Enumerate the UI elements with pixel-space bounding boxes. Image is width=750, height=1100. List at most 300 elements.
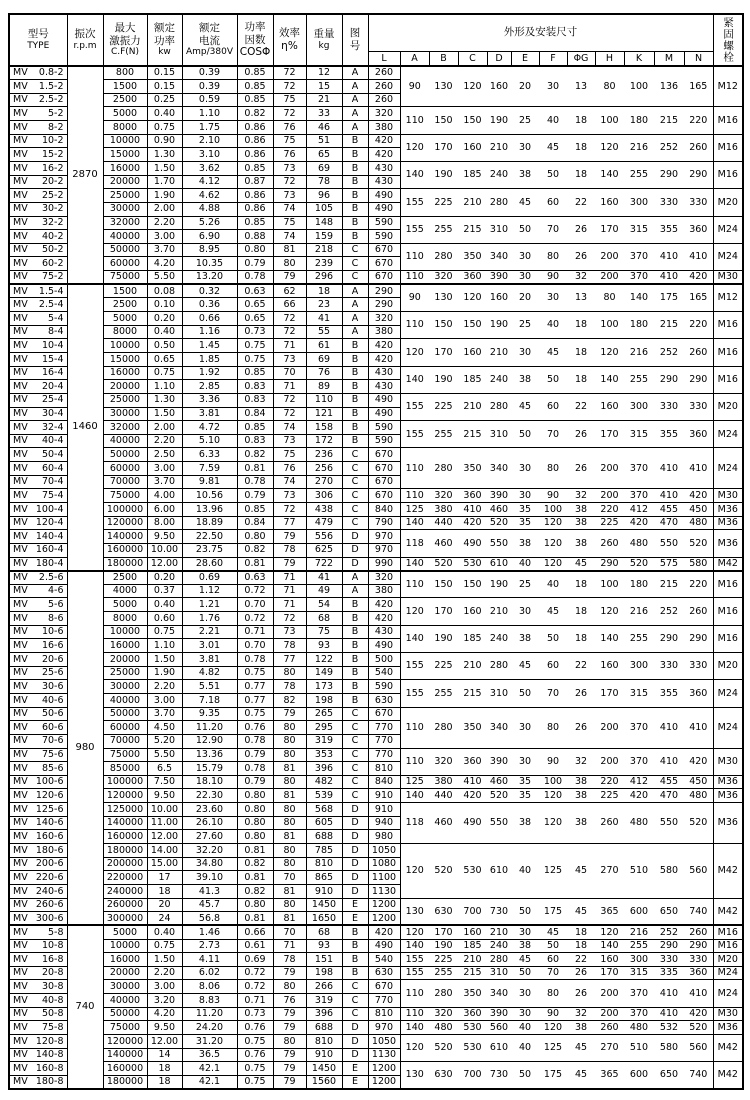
amp-cell: 39.10 [182, 871, 237, 885]
dim-cell: 216 [624, 134, 654, 161]
dim-cell: 200 [595, 748, 624, 775]
model-cell: MV 30-4 [9, 407, 67, 421]
L-cell: 1130 [368, 884, 400, 898]
dim-cell: 130 [429, 66, 458, 107]
kw-cell: 0.25 [147, 93, 182, 107]
L-cell: 420 [368, 134, 400, 148]
model-cell: MV 10-2 [9, 134, 67, 148]
dim-cell: 580 [654, 844, 684, 899]
kw-cell: 0.40 [147, 325, 182, 339]
eta-cell: 80 [273, 816, 306, 830]
model-cell: MV 60-6 [9, 721, 67, 735]
dim-cell: 90 [539, 748, 567, 775]
dim-cell: 60 [539, 953, 567, 967]
model-cell: MV 40-2 [9, 230, 67, 244]
L-cell: 590 [368, 434, 400, 448]
dim-cell: 215 [458, 966, 487, 980]
cos-cell: 0.80 [237, 816, 273, 830]
model-cell: MV 5-8 [9, 925, 67, 939]
cos-cell: 0.81 [237, 557, 273, 571]
dim-cell: 120 [595, 925, 624, 939]
dim-cell: 210 [458, 653, 487, 680]
L-cell: 290 [368, 284, 400, 298]
dim-cell: 130 [400, 898, 429, 925]
eta-cell: 75 [273, 216, 306, 230]
cos-cell: 0.80 [237, 530, 273, 544]
cos-cell: 0.83 [237, 434, 273, 448]
dim-cell: 32 [567, 271, 595, 285]
kg-cell: 265 [306, 707, 342, 721]
header-cos: 功率 因数 COSΦ [237, 14, 273, 66]
cf-cell: 140000 [103, 1048, 147, 1062]
L-cell: 670 [368, 707, 400, 721]
L-cell: 290 [368, 298, 400, 312]
eta-cell: 81 [273, 830, 306, 844]
dim-cell: 118 [400, 530, 429, 557]
dim-cell: 330 [654, 189, 684, 216]
amp-cell: 1.45 [182, 339, 237, 353]
bolt-cell: M24 [713, 243, 743, 270]
kw-cell: 0.90 [147, 134, 182, 148]
model-cell: MV 15-4 [9, 352, 67, 366]
cf-cell: 30000 [103, 407, 147, 421]
kw-cell: 5.20 [147, 734, 182, 748]
bolt-cell: M24 [713, 421, 743, 448]
fig-cell: D [342, 830, 368, 844]
cf-cell: 180000 [103, 557, 147, 571]
dim-cell: 38 [567, 1021, 595, 1035]
dim-cell: 260 [684, 339, 713, 366]
cf-cell: 120000 [103, 789, 147, 803]
fig-cell: D [342, 1048, 368, 1062]
table-row [9, 1021, 743, 1035]
L-cell: 770 [368, 734, 400, 748]
kw-cell: 3.70 [147, 243, 182, 257]
kw-cell: 2.20 [147, 680, 182, 694]
dim-cell: 200 [595, 1007, 624, 1021]
dim-cell: 252 [654, 134, 684, 161]
kw-cell: 0.75 [147, 939, 182, 953]
kw-cell: 10.00 [147, 543, 182, 557]
dim-cell: 225 [429, 189, 458, 216]
amp-cell: 18.10 [182, 775, 237, 789]
dim-cell: 410 [654, 489, 684, 503]
fig-cell: B [342, 612, 368, 626]
model-cell: MV 140-4 [9, 530, 67, 544]
table-row [9, 66, 743, 80]
kw-cell: 2.00 [147, 202, 182, 216]
dim-cell: 225 [429, 953, 458, 967]
cf-cell: 30000 [103, 680, 147, 694]
dim-cell: 160 [487, 66, 511, 107]
fig-cell: D [342, 816, 368, 830]
kw-cell: 3.00 [147, 230, 182, 244]
dim-cell: 30 [539, 284, 567, 311]
kg-cell: 722 [306, 557, 342, 571]
L-cell: 1130 [368, 1048, 400, 1062]
table-row [9, 980, 743, 994]
dim-cell: 280 [429, 707, 458, 748]
eta-cell: 71 [273, 339, 306, 353]
dim-cell: 216 [624, 925, 654, 939]
dim-cell: 18 [567, 366, 595, 393]
L-cell: 380 [368, 584, 400, 598]
dim-cell: 290 [684, 366, 713, 393]
fig-cell: B [342, 421, 368, 435]
dim-cell: 460 [487, 775, 511, 789]
model-cell: MV 260-6 [9, 898, 67, 912]
dim-cell: 38 [567, 803, 595, 844]
table-row [9, 803, 743, 817]
model-cell: MV 75-8 [9, 1021, 67, 1035]
L-cell: 490 [368, 639, 400, 653]
eta-cell: 79 [273, 557, 306, 571]
cf-cell: 8000 [103, 121, 147, 135]
fig-cell: D [342, 857, 368, 871]
dim-cell: 26 [567, 448, 595, 489]
header-current: 额定 电流 Amp/380V [182, 14, 237, 66]
model-cell: MV 50-2 [9, 243, 67, 257]
fig-cell: D [342, 543, 368, 557]
dim-cell: 370 [624, 271, 654, 285]
dim-cell: 410 [684, 707, 713, 748]
eta-cell: 74 [273, 230, 306, 244]
dim-cell: 45 [567, 898, 595, 925]
kg-cell: 21 [306, 93, 342, 107]
cos-cell: 0.72 [237, 980, 273, 994]
dim-cell: 255 [624, 939, 654, 953]
eta-cell: 81 [273, 884, 306, 898]
fig-cell: D [342, 844, 368, 858]
dim-cell: 216 [624, 598, 654, 625]
cos-cell: 0.80 [237, 243, 273, 257]
cf-cell: 20000 [103, 653, 147, 667]
amp-cell: 0.59 [182, 93, 237, 107]
cf-cell: 120000 [103, 1034, 147, 1048]
kg-cell: 295 [306, 721, 342, 735]
dim-cell: 330 [654, 953, 684, 967]
dim-cell: 360 [458, 489, 487, 503]
amp-cell: 23.75 [182, 543, 237, 557]
dim-cell: 60 [539, 189, 567, 216]
cf-cell: 120000 [103, 516, 147, 530]
dim-cell: 32 [567, 489, 595, 503]
dim-cell: 30 [511, 1007, 539, 1021]
model-cell: MV 20-2 [9, 175, 67, 189]
dim-cell: 13 [567, 284, 595, 311]
dim-cell: 240 [487, 625, 511, 652]
eta-cell: 80 [273, 1034, 306, 1048]
dim-cell: 140 [400, 161, 429, 188]
fig-cell: C [342, 1007, 368, 1021]
dim-cell: 155 [400, 653, 429, 680]
dim-cell: 520 [487, 516, 511, 530]
eta-cell: 76 [273, 121, 306, 135]
eta-cell: 72 [273, 80, 306, 94]
kg-cell: 1450 [306, 1062, 342, 1076]
dim-cell: 420 [458, 516, 487, 530]
fig-cell: D [342, 871, 368, 885]
dim-cell: 420 [684, 271, 713, 285]
model-cell: MV 40-8 [9, 994, 67, 1008]
model-cell: MV 16-4 [9, 366, 67, 380]
fig-cell: B [342, 216, 368, 230]
cos-cell: 0.76 [237, 1021, 273, 1035]
fig-cell: C [342, 475, 368, 489]
dim-cell: 18 [567, 339, 595, 366]
kw-cell: 1.10 [147, 380, 182, 394]
cos-cell: 0.86 [237, 134, 273, 148]
amp-cell: 12.90 [182, 734, 237, 748]
dim-cell: 26 [567, 680, 595, 707]
dim-cell: 255 [624, 161, 654, 188]
bolt-cell: M16 [713, 939, 743, 953]
eta-cell: 79 [273, 966, 306, 980]
dim-cell: 38 [511, 366, 539, 393]
L-cell: 420 [368, 148, 400, 162]
dim-cell: 580 [684, 557, 713, 571]
dim-cell: 420 [624, 789, 654, 803]
rpm-cell: 2870 [67, 66, 103, 284]
amp-cell: 1.46 [182, 925, 237, 939]
dim-cell: 22 [567, 189, 595, 216]
dim-cell: 30 [511, 489, 539, 503]
dim-cell: 120 [458, 66, 487, 107]
dim-cell: 38 [511, 530, 539, 557]
dim-cell: 60 [539, 393, 567, 420]
dim-cell: 45 [567, 1062, 595, 1089]
kg-cell: 69 [306, 161, 342, 175]
amp-cell: 3.10 [182, 148, 237, 162]
dim-cell: 45 [511, 189, 539, 216]
dim-cell: 18 [567, 939, 595, 953]
model-cell: MV 4-6 [9, 584, 67, 598]
L-cell: 840 [368, 503, 400, 517]
eta-cell: 71 [273, 380, 306, 394]
amp-cell: 1.10 [182, 107, 237, 121]
dim-cell: 140 [624, 284, 654, 311]
cos-cell: 0.80 [237, 789, 273, 803]
dim-cell: 480 [624, 1021, 654, 1035]
dim-cell: 410 [654, 1007, 684, 1021]
kg-cell: 218 [306, 243, 342, 257]
cf-cell: 160000 [103, 543, 147, 557]
bolt-cell: M24 [713, 707, 743, 748]
dim-cell: 120 [539, 557, 567, 571]
eta-cell: 79 [273, 1007, 306, 1021]
fig-cell: A [342, 107, 368, 121]
fig-cell: B [342, 352, 368, 366]
amp-cell: 41.3 [182, 884, 237, 898]
fig-cell: C [342, 721, 368, 735]
dim-cell: 90 [539, 489, 567, 503]
fig-cell: D [342, 803, 368, 817]
kg-cell: 15 [306, 80, 342, 94]
cos-cell: 0.76 [237, 721, 273, 735]
fig-cell: B [342, 230, 368, 244]
dim-cell: 216 [624, 339, 654, 366]
cf-cell: 40000 [103, 693, 147, 707]
model-cell: MV 32-4 [9, 421, 67, 435]
dim-cell: 380 [429, 775, 458, 789]
kg-cell: 256 [306, 462, 342, 476]
cf-cell: 50000 [103, 448, 147, 462]
model-cell: MV 60-4 [9, 462, 67, 476]
cf-cell: 100000 [103, 503, 147, 517]
amp-cell: 3.01 [182, 639, 237, 653]
dim-cell: 410 [654, 748, 684, 775]
dim-cell: 310 [487, 421, 511, 448]
kg-cell: 1450 [306, 898, 342, 912]
fig-cell: D [342, 884, 368, 898]
amp-cell: 0.69 [182, 571, 237, 585]
dim-cell: 118 [400, 803, 429, 844]
dim-cell: 110 [400, 271, 429, 285]
kw-cell: 1.50 [147, 407, 182, 421]
eta-cell: 73 [273, 189, 306, 203]
kg-cell: 41 [306, 571, 342, 585]
kw-cell: 2.50 [147, 448, 182, 462]
header-dimensions-title: 外形及安装尺寸 [368, 14, 713, 51]
dim-cell: 120 [539, 530, 567, 557]
L-cell: 770 [368, 721, 400, 735]
L-cell: 430 [368, 625, 400, 639]
dim-cell: 165 [684, 284, 713, 311]
eta-cell: 80 [273, 898, 306, 912]
cf-cell: 70000 [103, 734, 147, 748]
dim-cell: 290 [684, 939, 713, 953]
cos-cell: 0.75 [237, 1062, 273, 1076]
cos-cell: 0.79 [237, 748, 273, 762]
bolt-cell: M16 [713, 107, 743, 134]
L-cell: 810 [368, 762, 400, 776]
header-rpm: 振次 r.p.m [67, 14, 103, 66]
dim-cell: 470 [654, 516, 684, 530]
table-row [9, 571, 743, 585]
L-cell: 490 [368, 202, 400, 216]
amp-cell: 42.1 [182, 1075, 237, 1089]
dim-cell: 360 [684, 216, 713, 243]
dim-cell: 260 [684, 134, 713, 161]
dim-cell: 220 [595, 775, 624, 789]
table-row [9, 844, 743, 858]
dim-cell: 280 [487, 189, 511, 216]
cf-cell: 5000 [103, 107, 147, 121]
kg-cell: 89 [306, 380, 342, 394]
bolt-cell: M42 [713, 557, 743, 571]
kg-cell: 68 [306, 925, 342, 939]
kg-cell: 46 [306, 121, 342, 135]
fig-cell: D [342, 1021, 368, 1035]
dim-cell: 150 [429, 571, 458, 598]
cf-cell: 85000 [103, 762, 147, 776]
dim-cell: 370 [624, 243, 654, 270]
eta-cell: 72 [273, 175, 306, 189]
model-cell: MV 30-2 [9, 202, 67, 216]
model-cell: MV 25-6 [9, 666, 67, 680]
dim-cell: 160 [458, 339, 487, 366]
amp-cell: 18.89 [182, 516, 237, 530]
table-row [9, 680, 743, 694]
dim-cell: 185 [458, 161, 487, 188]
dim-cell: 610 [487, 1034, 511, 1061]
eta-cell: 80 [273, 257, 306, 271]
table-row [9, 393, 743, 407]
L-cell: 1050 [368, 1034, 400, 1048]
bolt-cell: M30 [713, 489, 743, 503]
table-row [9, 557, 743, 571]
dim-cell: 110 [400, 243, 429, 270]
eta-cell: 79 [273, 271, 306, 285]
dim-cell: 260 [595, 530, 624, 557]
dim-cell: 32 [567, 1007, 595, 1021]
dim-cell: 355 [654, 421, 684, 448]
dim-cell: 45 [539, 134, 567, 161]
L-cell: 670 [368, 489, 400, 503]
dim-cell: 370 [624, 1007, 654, 1021]
dim-cell: 110 [400, 489, 429, 503]
cos-cell: 0.65 [237, 312, 273, 326]
kw-cell: 3.00 [147, 462, 182, 476]
kw-cell: 1.10 [147, 639, 182, 653]
bolt-cell: M12 [713, 66, 743, 107]
dim-cell: 470 [654, 789, 684, 803]
dim-cell: 455 [654, 775, 684, 789]
eta-cell: 62 [273, 284, 306, 298]
cf-cell: 60000 [103, 721, 147, 735]
cos-cell: 0.78 [237, 734, 273, 748]
dim-cell: 290 [684, 161, 713, 188]
kg-cell: 151 [306, 953, 342, 967]
model-cell: MV 200-6 [9, 857, 67, 871]
L-cell: 490 [368, 189, 400, 203]
kg-cell: 18 [306, 284, 342, 298]
fig-cell: B [342, 653, 368, 667]
dim-cell: 160 [458, 925, 487, 939]
header-dim-C: C [458, 51, 487, 66]
cf-cell: 800 [103, 66, 147, 80]
bolt-cell: M20 [713, 393, 743, 420]
L-cell: 380 [368, 325, 400, 339]
amp-cell: 5.26 [182, 216, 237, 230]
kw-cell: 4.20 [147, 1007, 182, 1021]
amp-cell: 0.39 [182, 80, 237, 94]
header-dim-ΦG: ΦG [567, 51, 595, 66]
dim-cell: 315 [624, 216, 654, 243]
dim-cell: 300 [624, 953, 654, 967]
bolt-cell: M24 [713, 448, 743, 489]
kg-cell: 148 [306, 216, 342, 230]
cf-cell: 2500 [103, 93, 147, 107]
dim-cell: 38 [567, 503, 595, 517]
L-cell: 770 [368, 994, 400, 1008]
dim-cell: 530 [458, 1021, 487, 1035]
eta-cell: 79 [273, 707, 306, 721]
kw-cell: 0.08 [147, 284, 182, 298]
L-cell: 910 [368, 803, 400, 817]
dim-cell: 350 [458, 980, 487, 1007]
kw-cell: 4.20 [147, 257, 182, 271]
dim-cell: 520 [487, 789, 511, 803]
fig-cell: A [342, 284, 368, 298]
kg-cell: 105 [306, 202, 342, 216]
dim-cell: 40 [511, 844, 539, 899]
dim-cell: 255 [429, 421, 458, 448]
dim-cell: 480 [684, 516, 713, 530]
dim-cell: 125 [400, 775, 429, 789]
dim-cell: 730 [487, 1062, 511, 1089]
dim-cell: 50 [511, 216, 539, 243]
